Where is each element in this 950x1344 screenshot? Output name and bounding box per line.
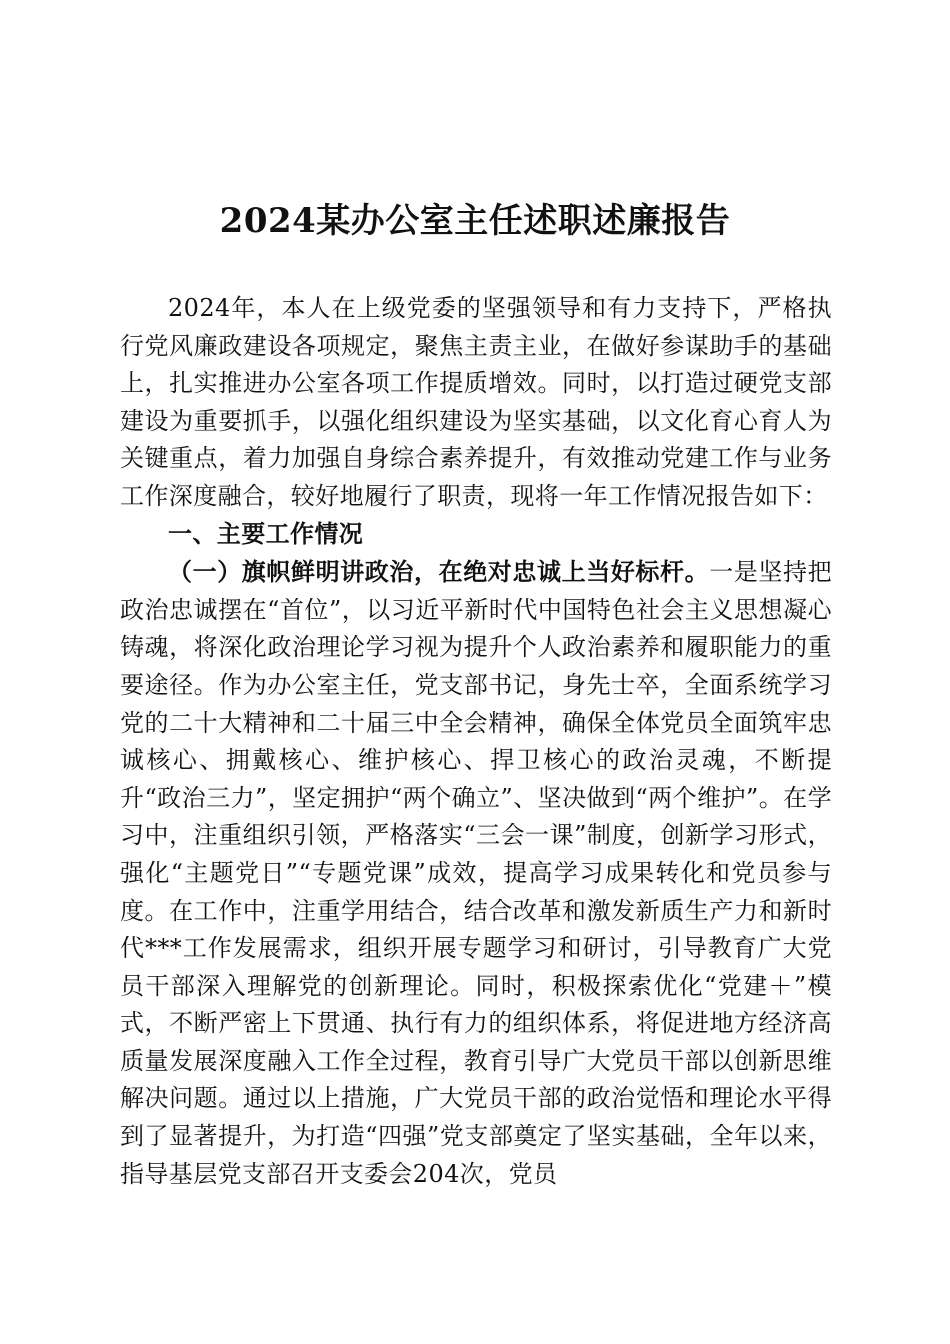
document-title: 2024某办公室主任述职述廉报告 — [219, 201, 731, 241]
subsection-paragraph-1 — [120, 553, 832, 1193]
subsection-body-1: 一是坚持把政治忠诚摆在“首位”，以习近平新时代中国特色社会主义思想凝心铸魂，将深化政治理论学习视为提升个人政治素养和履职能力的重要途径。作为办公室主任，党支部书记，身先士卒，全面系统学习党的二十大精神和二十届三中全会精神，确保全体党员全面筑牢忠诚核心、拥戴核心、维护核心、捍卫核心的政治灵魂，不断提升“政治三力”，坚定拥护“两个确立”、坚决做到“两个维护”。在学习中，注重组织引领，严格落实“三会一课”制度，创新学习形式，强化“主题党日”“专题党课”成效，提高学习成果转化和党员参与度。在工作中，注重学用结合，结合改革和激发新质生产力和新时代***工作发展需求，组织开展专题学习和研讨，引导教育广大党员干部深入理解党的创新理论。同时，积极探索优化“党建＋”模式，不断严密上下贯通、执行有力的组织体系，将促进地方经济高质量发展深度融入工作全过程，教育引导广大党员干部以创新思维解决问题。通过以上措施，广大党员干部的政治觉悟和理论水平得到了显著提升，为打造“四强”党支部奠定了坚实基础，全年以来，指导基层党支部召开支委会204次，党员 — [120, 558, 832, 1188]
section-heading-1: 一、主要工作情况 — [168, 519, 364, 548]
intro-paragraph: 2024年，本人在上级党委的坚强领导和有力支持下，严格执行党风廉政建设各项规定，聚焦主责主业，在做好参谋助手的基础上，扎实推进办公室各项工作提质增效。同时，以打造过硬党支部建设为重要抓手，以强化组织建设为坚实基础，以文化育心育人为关键重点，着力加强自身综合素养提升，有效推动党建工作与业务工作深度融合，较好地履行了职责，现将一年工作情况报告如下： — [120, 294, 832, 510]
document-body — [120, 290, 832, 1193]
subsection-heading-1: （一）旗帜鲜明讲政治，在绝对忠诚上当好标杆。 — [168, 557, 710, 587]
